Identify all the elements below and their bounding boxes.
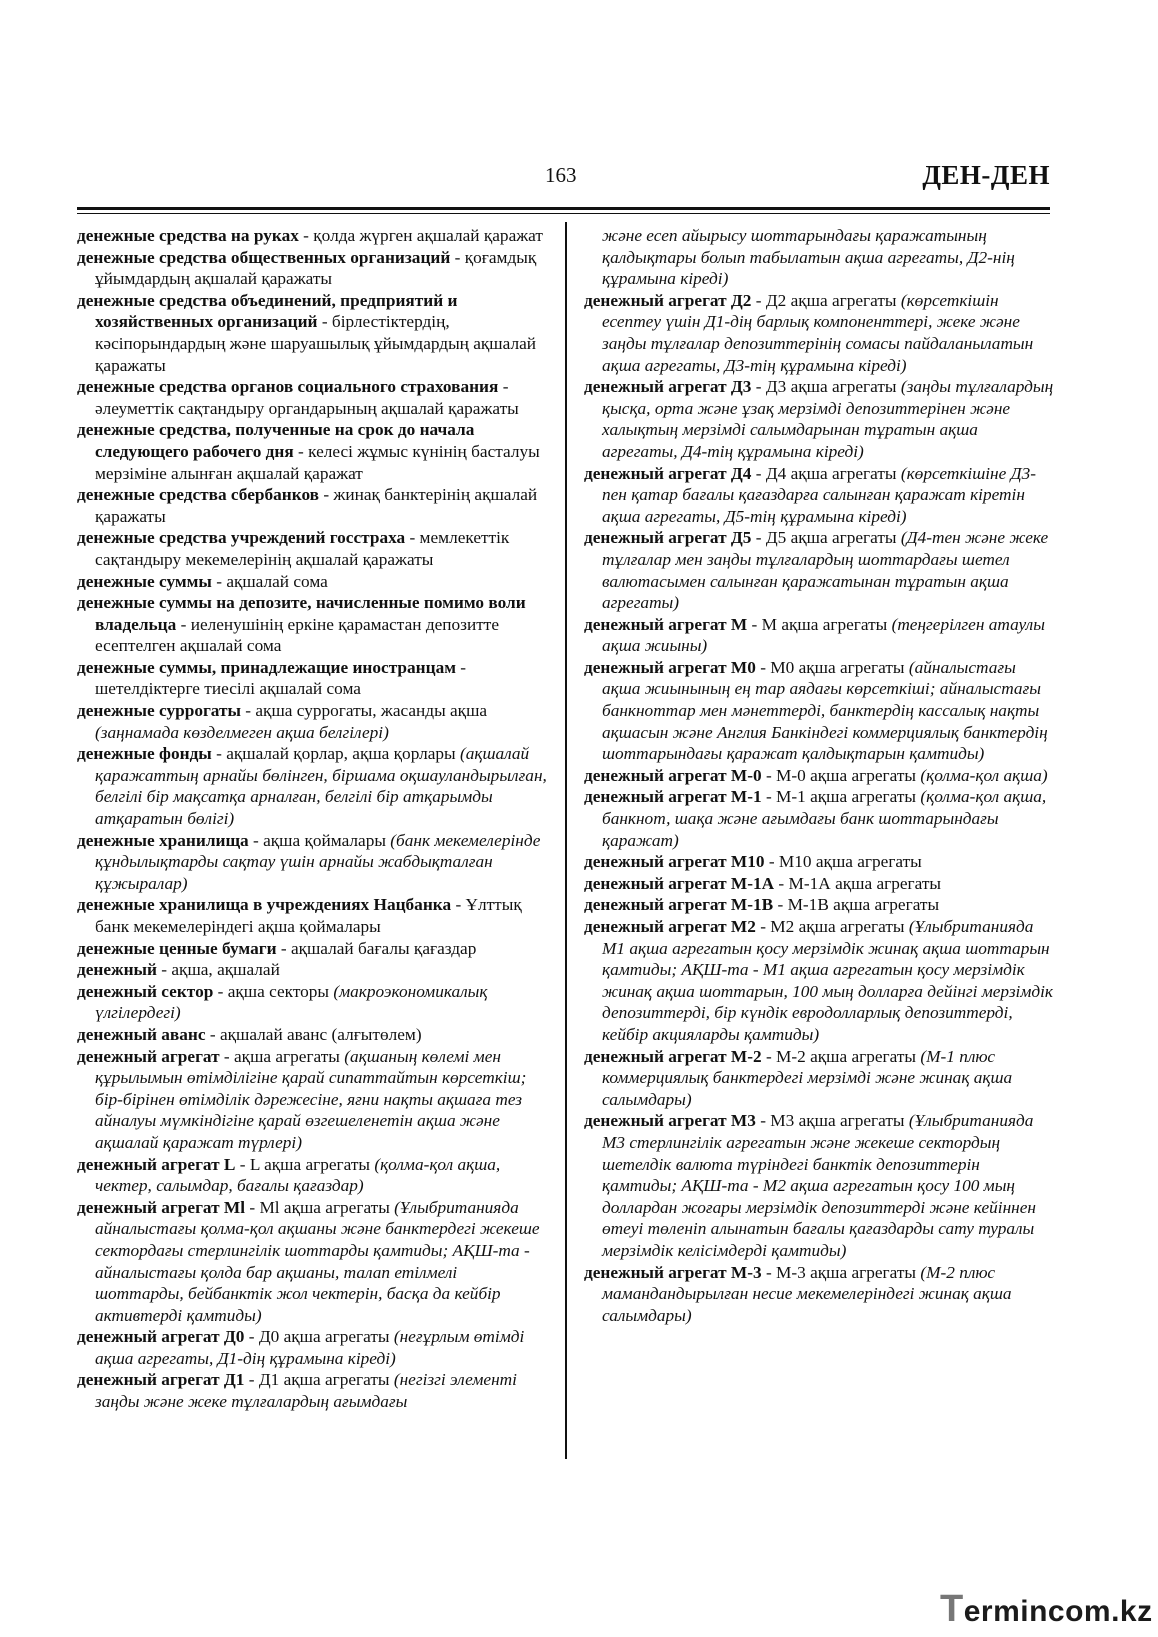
dictionary-entry: денежный агрегат М - М ақша агрегаты (теңгерілген атаулы ақша жиыны) xyxy=(584,614,1045,656)
dictionary-entry: денежные средства объединений, предприятий и хозяйственных организаций - бірлестіктердің, кәсіпорындардың және шаруашылық ұйымдардың ақшалай қаражаты xyxy=(77,290,536,375)
column-divider xyxy=(565,222,567,1459)
entry-definition: Д1 ақша агрегаты xyxy=(258,1370,390,1390)
entry-term: денежные средства, полученные на срок до начала следующего рабочего дня xyxy=(77,420,475,461)
entry-note: (теңгерілген атаулы ақша жиыны) xyxy=(602,614,1045,656)
entry-term: денежный агрегат М-2 xyxy=(584,1046,762,1066)
entry-term: денежные хранилища в учреждениях Нацбанка xyxy=(77,895,452,915)
entry-definition: Д3 ақша агрегаты xyxy=(765,377,897,397)
entry-term: денежный агрегат М10 xyxy=(584,852,765,872)
entry-definition: ақшалай бағалы қағаздар xyxy=(290,938,477,958)
entry-definition: қоғамдық ұйымдардың ақшалай қаражаты xyxy=(95,247,537,289)
header-rule-thin xyxy=(77,213,1050,214)
entry-term: денежные ценные бумаги xyxy=(77,938,277,958)
terminсom-logo xyxy=(940,1588,1153,1631)
entry-term: денежные средства учреждений госстраха xyxy=(77,528,406,548)
dictionary-entry: денежный агрегат М0 - М0 ақша агрегаты (айналыстағы ақша жиынының ең тар аядағы көрсеткіші; айналыстағы банкноттар мен мәнеттерді, банктердің кассалық нақты ақшасын және Англия Банкіндегі коммерциялық банктердің шоттарындағы қаражат қалдықтарын қамтиды) xyxy=(584,657,1048,764)
entry-definition: Ұлттық банк мекемелеріндегі ақша қоймалары xyxy=(95,895,522,936)
entry-note: (негізгі элементі заңды және жеке тұлғалардың ағымдағы xyxy=(95,1370,517,1412)
dictionary-entry: денежный агрегат Д1 - Д1 ақша агрегаты (негізгі элементі заңды және жеке тұлғалардың ағымдағы xyxy=(77,1370,517,1412)
entry-term: денежный агрегат М xyxy=(584,614,748,634)
entry-term: денежный агрегат Д1 xyxy=(77,1370,245,1390)
entry-definition: келесі жұмыс күнінің басталуы мерзіміне алынған ақшалай қаражат xyxy=(95,441,540,483)
entry-definition: шетелдіктерге тиесілі ақшалай сома xyxy=(95,679,361,699)
dictionary-entry: денежный - ақша, ақшалай xyxy=(77,960,280,980)
dictionary-entry: денежный агрегат Д2 - Д2 ақша агрегаты (көрсеткішін есептеу үшін Д1-дің барлық компоненттері, жеке және заңды тұлғалар депозиттерінің сомасы пайдаланылатын ақша агрегаты, Д3-тің құрамына кіреді) xyxy=(584,290,1034,375)
dictionary-entry: денежный агрегат М3 - М3 ақша агрегаты (Ұлыбританияда М3 стерлингілік агрегатын және жекеше сектордың шетелдік валюта түріндегі банктік депозиттерін қамтиды; АҚШ-та - М2 ақша агрегатын қосу 100 мың доллардан жоғары мерзімдік депозиттерді және кейіннен өтеуі төленіп алынатын бағалы қағаздарды сату туралы мерзімдік келісімдерді қамтиды) xyxy=(584,1111,1036,1260)
entry-term: денежные средства органов социального страхования xyxy=(77,377,499,397)
entry-note: (Ұлыбританияда М3 стерлингілік агрегатын және жекеше сектордың шетелдік валюта түріндегі банктік депозиттерін қамтиды; АҚШ-та - М2 ақша агрегатын қосу 100 мың доллардан жоғары мерзімдік депозиттерді және кейіннен өтеуі төленіп алынатын бағалы қағаздарды сату туралы мерзімдік келісімдерді қамтиды) xyxy=(602,1111,1036,1260)
entry-term: денежный агрегат Д5 xyxy=(584,528,752,548)
entry-note: (М-2 плюс мамандандырылған несие мекемелеріндегі жинақ ақша салымдары) xyxy=(602,1262,1012,1325)
entry-term: денежные суррогаты xyxy=(77,701,241,721)
dictionary-entry: денежный агрегат Д4 - Д4 ақша агрегаты (көрсеткішіне Д3-пен қатар бағалы қағаздарға салынған қаражат кіретін ақша агрегаты, Д5-тің құрамына кіреді) xyxy=(584,463,1037,526)
dictionary-entry: денежный агрегат М-1В - М-1В ақша агрегаты xyxy=(584,895,940,915)
entry-term: денежные хранилища xyxy=(77,830,249,850)
entry-note: (ақшалай қаражаттың арнайы бөлінген, біршама оқшауландырылған, белгілі бір мақсатқа арналған, белгілі бір атқарымды атқаратын бөлігі) xyxy=(95,744,547,829)
entry-note: (қолма-қол ақша) xyxy=(920,765,1048,785)
entry-definition: Д0 ақша агрегаты xyxy=(258,1327,390,1347)
dictionary-entry: денежный аванс - ақшалай аванс (алғытөлем) xyxy=(77,1024,422,1044)
dictionary-entry: денежный агрегат Д5 - Д5 ақша агрегаты (Д4-тен және жеке тұлғалар мен заңды тұлғалардың шоттардағы шетел валютасымен салынған қаражатынан тұратын ақша агрегаты) xyxy=(584,528,1049,613)
entry-term: денежные средства на руках xyxy=(77,226,299,245)
entry-term: денежный агрегат L xyxy=(77,1154,236,1174)
entry-term: денежные суммы, принадлежащие иностранцам xyxy=(77,657,456,677)
entry-note: (Д4-тен және жеке тұлғалар мен заңды тұлғалардың шоттардағы шетел валютасымен салынған қаражатынан тұратын ақша агрегаты) xyxy=(602,528,1049,613)
entry-note: (Ұлыбританияда М1 ақша агрегатын қосу мерзімдік жинақ ақша шоттарын қамтиды; АҚШ-та - М1 ақша агрегатын қосу мерзімдік жинақ ақша шоттарын, 100 мың долларға дейінгі мерзімдік депозиттерді, бір күндік евродолларлық депозиттерді, кейбір акцияларды қамтиды) xyxy=(602,917,1054,1044)
dictionary-entry: денежные фонды - ақшалай қорлар, ақша қорлары (ақшалай қаражаттың арнайы бөлінген, біршама оқшауландырылған, белгілі бір мақсатқа арналған, белгілі бір атқарымды атқаратын бөлігі) xyxy=(77,744,547,829)
entry-definition: М-3 ақша агрегаты xyxy=(776,1262,917,1282)
entry-term: денежный агрегат М-1 xyxy=(584,787,762,807)
entry-term: денежные средства объединений, предприятий и хозяйственных организаций xyxy=(77,290,458,332)
entry-definition: М10 ақша агрегаты xyxy=(778,852,922,872)
entry-definition: М-1А ақша агрегаты xyxy=(788,873,941,893)
dictionary-entry: денежный сектор - ақша секторы (макроэкономикалық үлгілердегі) xyxy=(77,981,488,1023)
entry-note: (көрсеткішін есептеу үшін Д1-дің барлық компоненттері, жеке және заңды тұлғалар депозиттерінің сомасы пайдаланылатын ақша агрегаты, Д3-тің құрамына кіреді) xyxy=(602,290,1034,375)
entry-note: (көрсеткішіне Д3-пен қатар бағалы қағаздарға салынған қаражат кіретін ақша агрегаты, Д5-тің құрамына кіреді) xyxy=(602,463,1037,526)
left-column xyxy=(77,225,547,1413)
entry-term: денежный агрегат Ml xyxy=(77,1197,246,1217)
entry-definition: жинақ банктерінің ақшалай қаражаты xyxy=(95,485,538,526)
entry-definition: Д5 ақша агрегаты xyxy=(765,528,897,548)
header-rule xyxy=(77,207,1050,210)
entry-note: (қолма-қол ақша, банкнот, шақа және ағымдағы банк шоттарындағы қаражат) xyxy=(602,787,1047,850)
entry-definition: әлеуметтік сақтандыру органдарының ақшалай қаражаты xyxy=(95,398,519,418)
entry-term: денежный агрегат Д4 xyxy=(584,463,752,483)
entry-definition: иеленушінің еркіне қарамастан депозитте есептелген ақшалай сома xyxy=(95,614,500,656)
entry-definition: М-2 ақша агрегаты xyxy=(776,1046,917,1066)
dictionary-entry: денежные суммы на депозите, начисленные помимо воли владельца - иеленушінің еркіне қарамастан депозитте есептелген ақшалай сома xyxy=(77,593,526,656)
dictionary-entry: денежный агрегат - ақша агрегаты (ақшаның көлемі мен құрылымын өтімділігіне қарай сипаттайтын көрсеткіш; бір-бірінен өтімділік дәрежесіне, яғни нақты ақшаға тез айналуы мүмкіндігіне қарай өзгешеленетін ақша және ақшалай қаражат түрлері) xyxy=(77,1046,527,1152)
entry-definition: L ақша агрегаты xyxy=(249,1154,371,1174)
dictionary-entry: денежный агрегат М-3 - М-3 ақша агрегаты (М-2 плюс мамандандырылған несие мекемелеріндегі жинақ ақша салымдары) xyxy=(584,1262,1012,1325)
entry-definition: ақша қоймалары xyxy=(263,830,386,850)
entry-note: (М-1 плюс коммерциялық банктердегі мерзімді және жинақ ақша салымдары) xyxy=(602,1046,1013,1109)
logo-text: ermincom.kz xyxy=(963,1595,1153,1628)
entry-definition: М2 ақша агрегаты xyxy=(770,917,905,936)
logo-initial: T xyxy=(940,1588,964,1630)
entry-term: денежный агрегат Д2 xyxy=(584,290,752,310)
dictionary-entry: денежные суррогаты - ақша суррогаты, жасанды ақша (заңнамада көзделмеген ақша белгілері) xyxy=(77,701,488,742)
entry-definition: ақша секторы xyxy=(227,981,330,1001)
entry-note: (Ұлыбританияда айналыстағы қолма-қол ақшаны және банктердегі жекеше сектордағы стерлингілік шоттарды қамтиды; АҚШ-та - айналыстағы қолда бар ақшаны, талап етілмелі шоттарды, бейбанктік жол чектерін, басқа да кейбір активтерді қамтиды) xyxy=(95,1197,540,1325)
entry-term: денежный агрегат Д0 xyxy=(77,1327,245,1347)
entry-term: денежный агрегат М3 xyxy=(584,1111,756,1131)
entry-definition: ақшалай қорлар, ақша қорлары xyxy=(226,744,456,764)
entry-term: денежный агрегат М2 xyxy=(584,917,756,936)
entry-term: денежные суммы на депозите, начисленные помимо воли владельца xyxy=(77,593,526,634)
dictionary-entry: денежный агрегат М-2 - М-2 ақша агрегаты (М-1 плюс коммерциялық банктердегі мерзімді және жинақ ақша салымдары) xyxy=(584,1046,1013,1109)
entry-note: (заңнамада көзделмеген ақша белгілері) xyxy=(95,722,389,742)
entry-definition: ақша суррогаты, жасанды ақша xyxy=(255,701,488,721)
dictionary-entry: денежные суммы, принадлежащие иностранцам - шетелдіктерге тиесілі ақшалай сома xyxy=(77,657,467,699)
entry-note: (неғұрлым өтімді ақша агрегаты, Д1-дің құрамына кіреді) xyxy=(95,1327,525,1368)
dictionary-entry: денежный агрегат М2 - М2 ақша агрегаты (Ұлыбританияда М1 ақша агрегатын қосу мерзімдік жинақ ақша шоттарын қамтиды; АҚШ-та - М1 ақша агрегатын қосу мерзімдік жинақ ақша шоттарын, 100 мың долларға дейінгі мерзімдік депозиттерді, бір күндік евродолларлық депозиттерді, кейбір акцияларды қамтиды) xyxy=(584,917,1054,1044)
entry-definition: қолда жүрген ақшалай қаражат xyxy=(313,226,543,245)
running-header: ДЕН-ДЕН xyxy=(922,160,1050,190)
entry-term: денежные средства сбербанков xyxy=(77,485,320,505)
entry-note: (ақшаның көлемі мен құрылымын өтімділігіне қарай сипаттайтын көрсеткіш; бір-бірінен өтімділік дәрежесіне, яғни нақты ақшаға тез айналуы мүмкіндігіне қарай өзгешеленетін ақша және ақшалай қаражат түрлері) xyxy=(95,1046,527,1152)
dictionary-entry: денежные средства учреждений госстраха - мемлекеттік сақтандыру мекемелерінің ақшалай қаражаты xyxy=(77,528,510,569)
entry-definition: М ақша агрегаты xyxy=(761,614,888,634)
dictionary-entry: денежный агрегат М-1А - М-1А ақша агрегаты xyxy=(584,873,941,893)
entry-term: денежный агрегат М-0 xyxy=(584,765,762,785)
entry-definition: ақша агрегаты xyxy=(234,1046,340,1066)
entry-note: (макроэкономикалық үлгілердегі) xyxy=(95,981,488,1023)
entry-term: денежный xyxy=(77,960,157,980)
dictionary-entry: денежный агрегат М10 - М10 ақша агрегаты xyxy=(584,852,922,872)
dictionary-entry: денежные средства на руках - қолда жүрген ақшалай қаражат xyxy=(77,226,543,245)
dictionary-entry: денежный агрегат М-1 - М-1 ақша агрегаты (қолма-қол ақша, банкнот, шақа және ағымдағы банк шоттарындағы қаражат) xyxy=(584,787,1047,850)
entry-definition: М3 ақша агрегаты xyxy=(770,1111,905,1131)
dictionary-entry: денежные средства сбербанков - жинақ банктерінің ақшалай қаражаты xyxy=(77,485,538,526)
entry-note: (банк мекемелерінде құндылықтарды сақтау үшін арнайы жабдықталған құжыралар) xyxy=(95,830,541,893)
entry-term: денежные средства общественных организаций xyxy=(77,247,451,267)
dictionary-entry: денежный агрегат Д0 - Д0 ақша агрегаты (неғұрлым өтімді ақша агрегаты, Д1-дің құрамына кіреді) xyxy=(77,1327,525,1368)
entry-definition: Д4 ақша агрегаты xyxy=(765,463,897,483)
right-column xyxy=(584,225,1054,1326)
dictionary-entry: денежный агрегат L - L ақша агрегаты (қолма-қол ақша, чектер, салымдар, бағалы қағаздар) xyxy=(77,1154,501,1196)
dictionary-entry: денежные хранилища - ақша қоймалары (банк мекемелерінде құндылықтарды сақтау үшін арнайы жабдықталған құжыралар) xyxy=(77,830,541,893)
dictionary-entry: денежные средства органов социального страхования - әлеуметтік сақтандыру органдарының ақшалай қаражаты xyxy=(77,377,519,418)
dictionary-entry xyxy=(584,225,1054,290)
entry-term: денежный сектор xyxy=(77,981,214,1001)
entry-definition: М-0 ақша агрегаты xyxy=(776,765,917,785)
dictionary-entry: денежные ценные бумаги - ақшалай бағалы қағаздар xyxy=(77,938,477,958)
entry-definition: ақшалай сома xyxy=(226,571,328,591)
entry-note: және есеп айырысу шоттарындағы қаражатының қалдықтары болып табылатын ақша агрегаты, Д2-нің құрамына кіреді) xyxy=(602,226,1015,289)
entry-note: (қолма-қол ақша, чектер, салымдар, бағалы қағаздар) xyxy=(95,1154,501,1196)
dictionary-entry: денежные суммы - ақшалай сома xyxy=(77,571,328,591)
entry-term: денежный агрегат М-1В xyxy=(584,895,774,915)
entry-term: денежный агрегат Д3 xyxy=(584,377,752,397)
entry-definition: ақша, ақшалай xyxy=(171,960,280,980)
entry-term: денежный агрегат М-1А xyxy=(584,873,775,893)
dictionary-entry: денежный агрегат Д3 - Д3 ақша агрегаты (заңды тұлғалардың қысқа, орта және ұзақ мерзімді депозиттерінен және халықтың мерзімді салымдарынан тұратын ақша агрегаты, Д4-тің құрамына кіреді) xyxy=(584,377,1054,461)
entry-definition: М-1 ақша агрегаты xyxy=(776,787,917,807)
dictionary-entry: денежные средства общественных организаций - қоғамдық ұйымдардың ақшалай қаражаты xyxy=(77,247,537,289)
dictionary-entry: денежный агрегат Ml - Ml ақша агрегаты (Ұлыбританияда айналыстағы қолма-қол ақшаны және банктердегі жекеше сектордағы стерлингілік шоттарды қамтиды; АҚШ-та - айналыстағы қолда бар ақшаны, талап етілмелі шоттарды, бейбанктік жол чектерін, басқа да кейбір активтерді қамтиды) xyxy=(77,1197,540,1325)
entry-note: (заңды тұлғалардың қысқа, орта және ұзақ мерзімді депозиттерінен және халықтың мерзімді салымдарынан тұратын ақша агрегаты, Д4-тің құрамына кіреді) xyxy=(602,377,1054,461)
entry-term: денежный аванс xyxy=(77,1024,206,1044)
dictionary-entry: денежный агрегат М-0 - М-0 ақша агрегаты (қолма-қол ақша) xyxy=(584,765,1048,785)
entry-definition: Ml ақша агрегаты xyxy=(259,1197,390,1217)
entry-definition: М-1В ақша агрегаты xyxy=(787,895,940,915)
entry-definition: Д2 ақша агрегаты xyxy=(765,290,897,310)
entry-definition: мемлекеттік сақтандыру мекемелерінің ақшалай қаражаты xyxy=(95,528,510,569)
page-number: 163 xyxy=(545,163,577,187)
dictionary-entry: денежные хранилища в учреждениях Нацбанка - Ұлттық банк мекемелеріндегі ақша қоймалары xyxy=(77,895,522,936)
entry-definition: М0 ақша агрегаты xyxy=(770,657,905,677)
entry-term: денежный агрегат xyxy=(77,1046,220,1066)
entry-term: денежный агрегат М-3 xyxy=(584,1262,762,1282)
entry-definition: бірлестіктердің, кәсіпорындардың және шаруашылық ұйымдардың ақшалай қаражаты xyxy=(95,312,536,375)
dictionary-entry: денежные средства, полученные на срок до начала следующего рабочего дня - келесі жұмыс күнінің басталуы мерзіміне алынған ақшалай қаражат xyxy=(77,420,540,483)
entry-definition: ақшалай аванс (алғытөлем) xyxy=(219,1024,422,1044)
entry-term: денежные суммы xyxy=(77,571,212,591)
entry-term: денежный агрегат М0 xyxy=(584,657,756,677)
entry-term: денежные фонды xyxy=(77,744,212,764)
entry-note: (айналыстағы ақша жиынының ең тар аядағы көрсеткіші; айналыстағы банкноттар мен мәнеттерді, банктердің кассалық нақты ақшасын және Англия Банкіндегі коммерциялық банктердің шоттарындағы қаражат қалдықтарын қамтиды) xyxy=(602,657,1048,764)
